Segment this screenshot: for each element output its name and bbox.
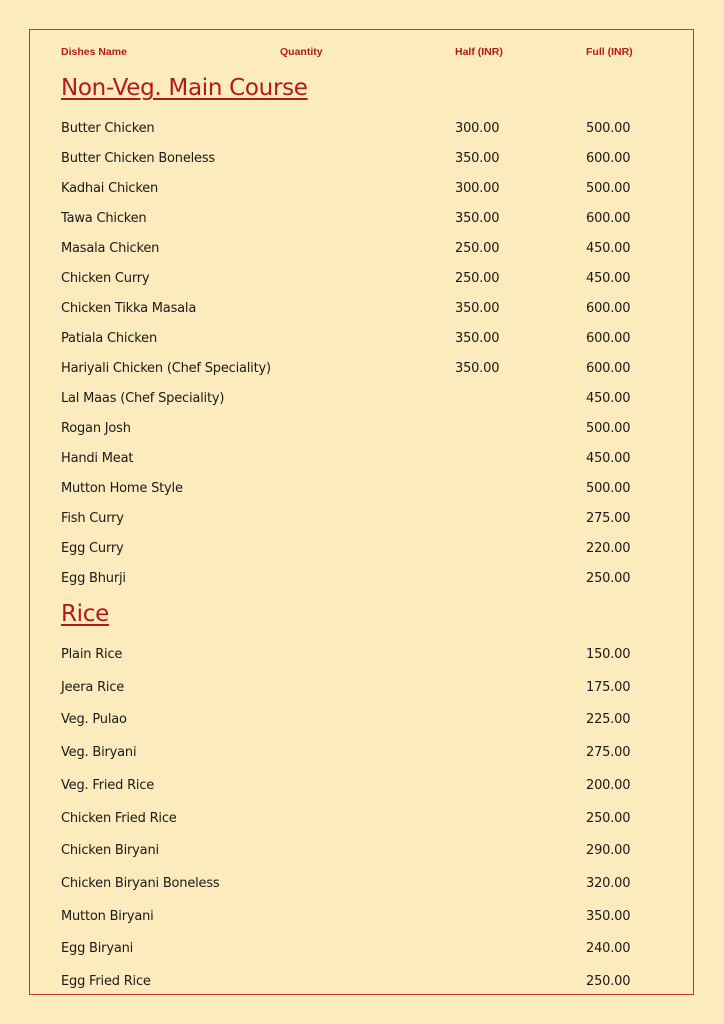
header-dishes-name: Dishes Name: [61, 46, 127, 58]
dish-name: Egg Fried Rice: [61, 974, 151, 989]
dish-name: Chicken Fried Rice: [61, 810, 177, 826]
dish-name: Tawa Chicken: [61, 211, 147, 226]
full-price: 320.00: [586, 875, 631, 891]
menu-item-row: [0, 680, 724, 698]
menu-item-row: [0, 211, 724, 229]
full-price: 600.00: [586, 301, 631, 316]
dish-name: Kadhai Chicken: [61, 181, 159, 196]
menu-item-row: [0, 909, 724, 927]
section-title: Non-Veg. Main Course: [61, 75, 308, 101]
dish-name: Veg. Biryani: [61, 745, 137, 761]
dish-name: Chicken Biryani Boneless: [61, 875, 220, 891]
dish-name: Handi Meat: [61, 451, 134, 466]
dish-name: Patiala Chicken: [61, 331, 157, 346]
half-price: 350.00: [455, 151, 500, 166]
menu-item-row: [0, 121, 724, 139]
half-price: 250.00: [455, 271, 500, 286]
full-price: 450.00: [586, 391, 631, 406]
half-price: 350.00: [455, 301, 500, 316]
full-price: 350.00: [586, 908, 631, 924]
menu-item-row: [0, 391, 724, 409]
full-price: 275.00: [586, 511, 631, 526]
header-quantity: Quantity: [280, 46, 323, 58]
menu-item-row: [0, 811, 724, 829]
dish-name: Butter Chicken Boneless: [61, 151, 216, 166]
full-price: 600.00: [586, 211, 631, 226]
dish-name: Chicken Tikka Masala: [61, 301, 197, 316]
header-half-price: Half (INR): [455, 46, 503, 58]
full-price: 600.00: [586, 331, 631, 346]
menu-item-row: [0, 541, 724, 559]
dish-name: Lal Maas (Chef Speciality): [61, 391, 225, 406]
menu-item-row: [0, 151, 724, 169]
dish-name: Jeera Rice: [61, 679, 125, 695]
half-price: 300.00: [455, 181, 500, 196]
full-price: 450.00: [586, 241, 631, 256]
full-price: 200.00: [586, 777, 631, 793]
dish-name: Rogan Josh: [61, 421, 131, 436]
dish-name: Chicken Biryani: [61, 843, 159, 859]
dish-name: Plain Rice: [61, 647, 123, 662]
menu-item-row: [0, 571, 724, 589]
menu-item-row: [0, 421, 724, 439]
half-price: 300.00: [455, 121, 500, 136]
dish-name: Egg Biryani: [61, 941, 134, 957]
dish-name: Veg. Fried Rice: [61, 777, 155, 793]
full-price: 500.00: [586, 121, 631, 136]
full-price: 600.00: [586, 361, 631, 376]
half-price: 350.00: [455, 211, 500, 226]
full-price: 450.00: [586, 271, 631, 286]
half-price: 350.00: [455, 361, 500, 376]
full-price: 450.00: [586, 451, 631, 466]
dish-name: Egg Bhurji: [61, 571, 126, 586]
full-price: 290.00: [586, 843, 631, 859]
menu-item-row: [0, 647, 724, 665]
full-price: 150.00: [586, 647, 631, 662]
menu-item-row: [0, 361, 724, 379]
full-price: 250.00: [586, 810, 631, 826]
menu-column-header: [0, 46, 724, 60]
menu-item-row: [0, 712, 724, 730]
header-full-price: Full (INR): [586, 46, 633, 58]
dish-name: Fish Curry: [61, 511, 124, 526]
full-price: 225.00: [586, 712, 631, 728]
dish-name: Hariyali Chicken (Chef Speciality): [61, 361, 271, 376]
dish-name: Masala Chicken: [61, 241, 160, 256]
menu-item-row: [0, 301, 724, 319]
full-price: 220.00: [586, 541, 631, 556]
full-price: 250.00: [586, 974, 631, 989]
dish-name: Egg Curry: [61, 541, 124, 556]
menu-item-row: [0, 745, 724, 763]
menu-item-row: [0, 843, 724, 861]
full-price: 250.00: [586, 571, 631, 586]
menu-item-row: [0, 181, 724, 199]
menu-item-row: [0, 271, 724, 289]
menu-item-row: [0, 241, 724, 259]
full-price: 500.00: [586, 481, 631, 496]
dish-name: Butter Chicken: [61, 121, 155, 136]
menu-item-row: [0, 941, 724, 959]
full-price: 275.00: [586, 745, 631, 761]
full-price: 500.00: [586, 181, 631, 196]
full-price: 500.00: [586, 421, 631, 436]
menu-item-row: [0, 876, 724, 894]
full-price: 175.00: [586, 679, 631, 695]
menu-item-row: [0, 481, 724, 499]
dish-name: Chicken Curry: [61, 271, 150, 286]
dish-name: Veg. Pulao: [61, 712, 127, 728]
menu-item-row: [0, 511, 724, 529]
menu-item-row: [0, 451, 724, 469]
full-price: 240.00: [586, 941, 631, 957]
menu-item-row: [0, 778, 724, 796]
section-title: Rice: [61, 601, 109, 627]
dish-name: Mutton Biryani: [61, 908, 154, 924]
menu-item-row: [0, 331, 724, 349]
full-price: 600.00: [586, 151, 631, 166]
dish-name: Mutton Home Style: [61, 481, 183, 496]
half-price: 350.00: [455, 331, 500, 346]
half-price: 250.00: [455, 241, 500, 256]
menu-item-row: [0, 974, 724, 992]
